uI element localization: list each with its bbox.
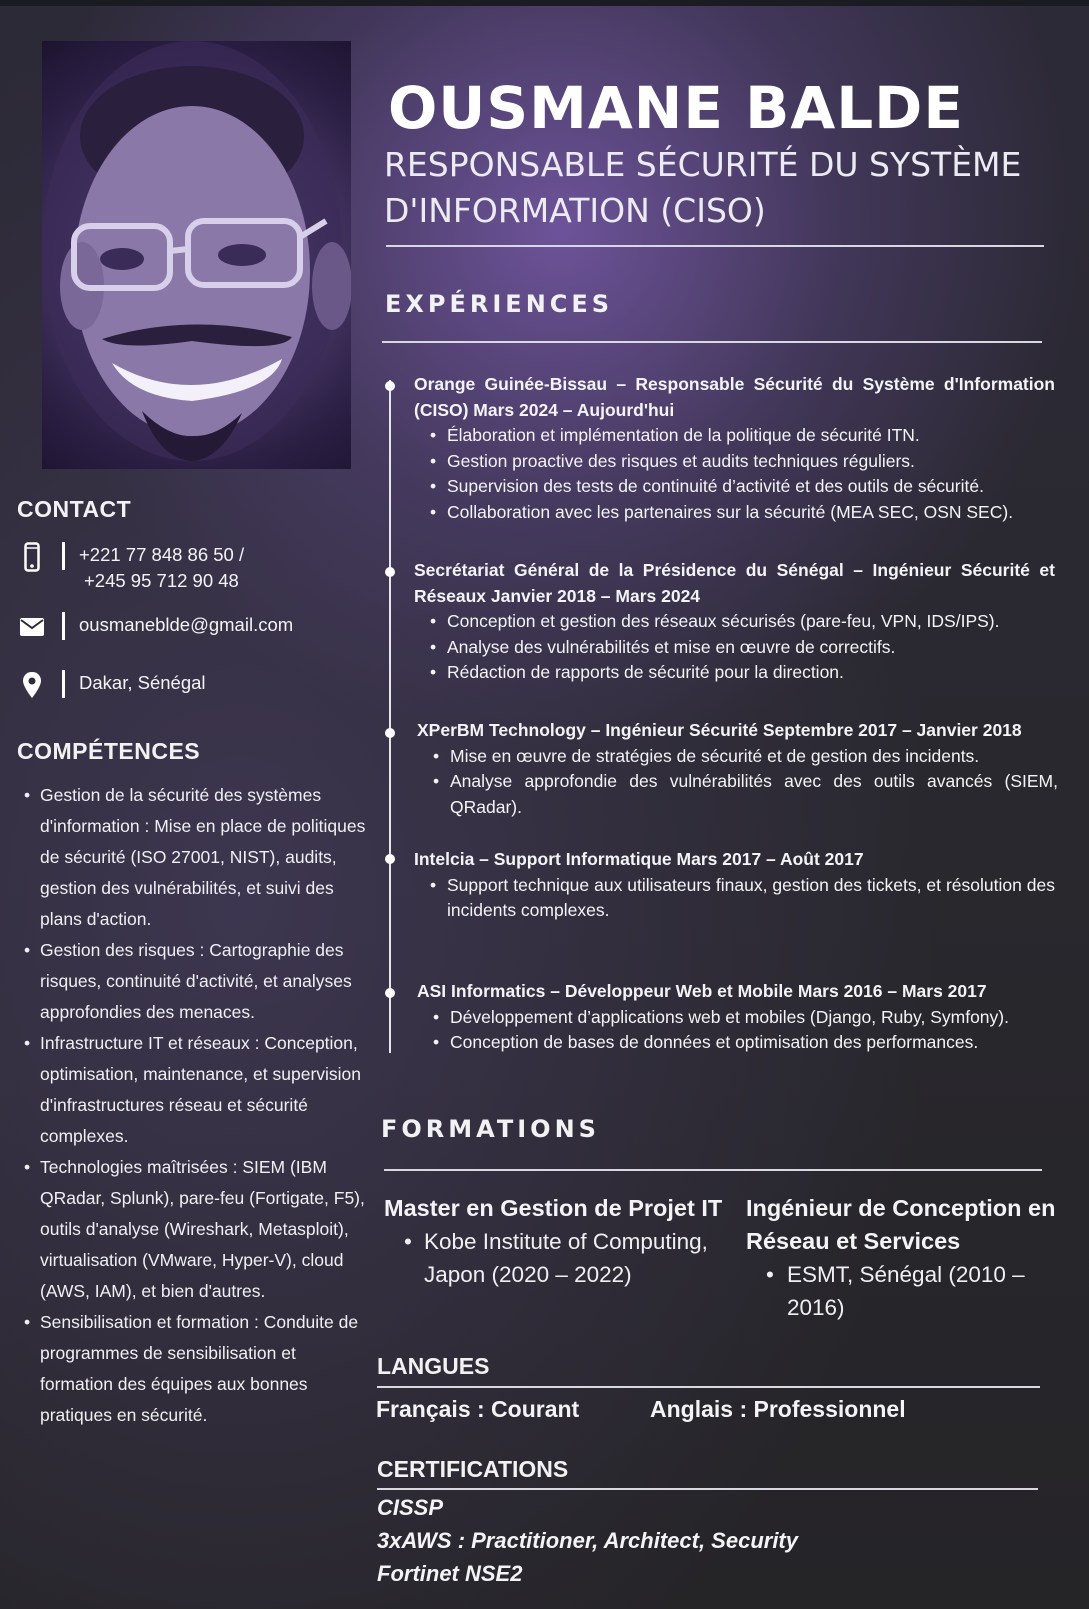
email-link[interactable]: ousmaneblde@gmail.com <box>79 614 294 635</box>
experience-item <box>414 558 1055 686</box>
certifications-heading: CERTIFICATIONS <box>377 1456 569 1482</box>
timeline-line <box>389 380 391 1053</box>
experience-heading-text: XPerBM Technology – Ingénieur Sécurité Septembre 2017 – Janvier 2018 <box>417 720 1022 740</box>
location-pin-icon <box>18 670 46 700</box>
timeline-dot <box>385 567 395 577</box>
contact-phone <box>18 542 244 594</box>
contact-heading: CONTACT <box>17 496 132 522</box>
formations-divider <box>384 1169 1042 1171</box>
experience-item <box>414 372 1055 525</box>
timeline-dot <box>385 728 395 738</box>
formations-heading: FORMATIONS <box>381 1115 600 1143</box>
experience-divider <box>382 341 1042 343</box>
phone-icon <box>18 542 46 572</box>
experience-heading-text: Secrétariat Général de la Présidence du Sénégal – Ingénieur Sécurité et Réseaux Janvier 2018 – Mars 2024 <box>414 560 1055 606</box>
contact-separator <box>62 542 65 570</box>
experience-bullet: • Supervision des tests de continuité d’activité et des outils de sécurité. <box>447 474 1055 500</box>
skill-item: • Infrastructure IT et réseaux : Conception, optimisation, maintenance, et supervision d'infrastructures réseau et sécurité complexes. <box>40 1028 370 1152</box>
person-name: OUSMANE BALDE <box>388 74 964 142</box>
skill-item: • Technologies maîtrisées : SIEM (IBM QRadar, Splunk), pare-feu (Fortigate, F5), outils d'analyse (Wireshark, Metasploit), virtualisation (VMware, Hyper-V), cloud (AWS, IAM), et bien d'autres. <box>40 1152 370 1307</box>
experience-bullet: • Rédaction de rapports de sécurité pour la direction. <box>447 660 1055 686</box>
experience-heading-text: Intelcia – Support Informatique Mars 2017 – Août 2017 <box>414 849 864 869</box>
formation-item <box>384 1192 729 1291</box>
formation-detail: • ESMT, Sénégal (2010 – 2016) <box>746 1258 1056 1324</box>
experience-bullet: • Développement d’applications web et mobiles (Django, Ruby, Symfony). <box>450 1005 1058 1031</box>
contact-separator <box>62 612 65 640</box>
formation-title: Ingénieur de Conception en Réseau et Services <box>746 1195 1056 1254</box>
experience-bullet: • Analyse approfondie des vulnérabilités avec des outils avancés (SIEM, QRadar). <box>450 769 1058 820</box>
experience-bullet: • Mise en œuvre de stratégies de sécurité et de gestion des incidents. <box>450 744 1058 770</box>
experience-bullet: • Support technique aux utilisateurs finaux, gestion des tickets, et résolution des incidents complexes. <box>447 873 1055 924</box>
header-divider <box>386 245 1044 247</box>
phone-number-1[interactable]: +221 77 848 86 50 / <box>79 544 245 565</box>
certifications-divider <box>377 1488 1038 1490</box>
experience-heading-text: ASI Informatics – Développeur Web et Mobile Mars 2016 – Mars 2017 <box>417 981 987 1001</box>
contact-location <box>18 670 206 700</box>
contact-separator <box>62 670 65 698</box>
formation-title: Master en Gestion de Projet IT <box>384 1195 723 1221</box>
experience-heading: EXPÉRIENCES <box>385 290 614 318</box>
experience-item <box>417 718 1058 820</box>
languages-divider <box>377 1386 1040 1388</box>
experience-bullet: • Élaboration et implémentation de la politique de sécurité ITN. <box>447 423 1055 449</box>
formation-detail: • Kobe Institute of Computing, Japon (2020 – 2022) <box>384 1225 729 1291</box>
mail-icon <box>18 612 46 642</box>
timeline-dot <box>385 854 395 864</box>
job-title: RESPONSABLE SÉCURITÉ DU SYSTÈME D'INFORMATION (CISO) <box>384 145 1022 230</box>
language-item: Français : Courant <box>376 1396 580 1422</box>
formation-item <box>746 1192 1056 1324</box>
experience-heading-text: Orange Guinée-Bissau – Responsable Sécurité du Système d'Information (CISO) Mars 2024 – Aujourd'hui <box>414 374 1055 420</box>
experience-bullet: • Analyse des vulnérabilités et mise en œuvre de correctifs. <box>447 635 1055 661</box>
experience-bullet: • Collaboration avec les partenaires sur la sécurité (MEA SEC, OSN SEC). <box>447 500 1055 526</box>
language-item: Anglais : Professionnel <box>650 1396 906 1422</box>
location-text: Dakar, Sénégal <box>79 672 206 693</box>
skills-heading: COMPÉTENCES <box>17 738 201 764</box>
timeline-dot <box>385 988 395 998</box>
experience-bullet: • Gestion proactive des risques et audits techniques réguliers. <box>447 449 1055 475</box>
timeline-dot <box>385 381 395 391</box>
certification-item: Fortinet NSE2 <box>377 1561 523 1586</box>
profile-photo <box>42 41 351 469</box>
top-border <box>0 0 1089 6</box>
certification-item: CISSP <box>377 1495 444 1520</box>
skills-list <box>22 780 370 1431</box>
languages-heading: LANGUES <box>377 1353 490 1379</box>
skill-item: • Sensibilisation et formation : Conduite de programmes de sensibilisation et formation des équipes aux bonnes pratiques en sécurité. <box>40 1307 370 1431</box>
skill-item: • Gestion des risques : Cartographie des risques, continuité d'activité, et analyses approfondies des menaces. <box>40 935 370 1028</box>
skill-item: • Gestion de la sécurité des systèmes d'information : Mise en place de politiques de sécurité (ISO 27001, NIST), audits, gestion des vulnérabilités, et suivi des plans d'action. <box>40 780 370 935</box>
experience-bullet: • Conception de bases de données et optimisation des performances. <box>450 1030 1058 1056</box>
experience-item <box>417 979 1058 1056</box>
certification-item: 3xAWS : Practitioner, Architect, Security <box>377 1528 798 1553</box>
phone-number-2[interactable]: +245 95 712 90 48 <box>84 570 239 591</box>
contact-email <box>18 612 293 642</box>
experience-item <box>414 847 1055 924</box>
experience-bullet: • Conception et gestion des réseaux sécurisés (pare-feu, VPN, IDS/IPS). <box>447 609 1055 635</box>
